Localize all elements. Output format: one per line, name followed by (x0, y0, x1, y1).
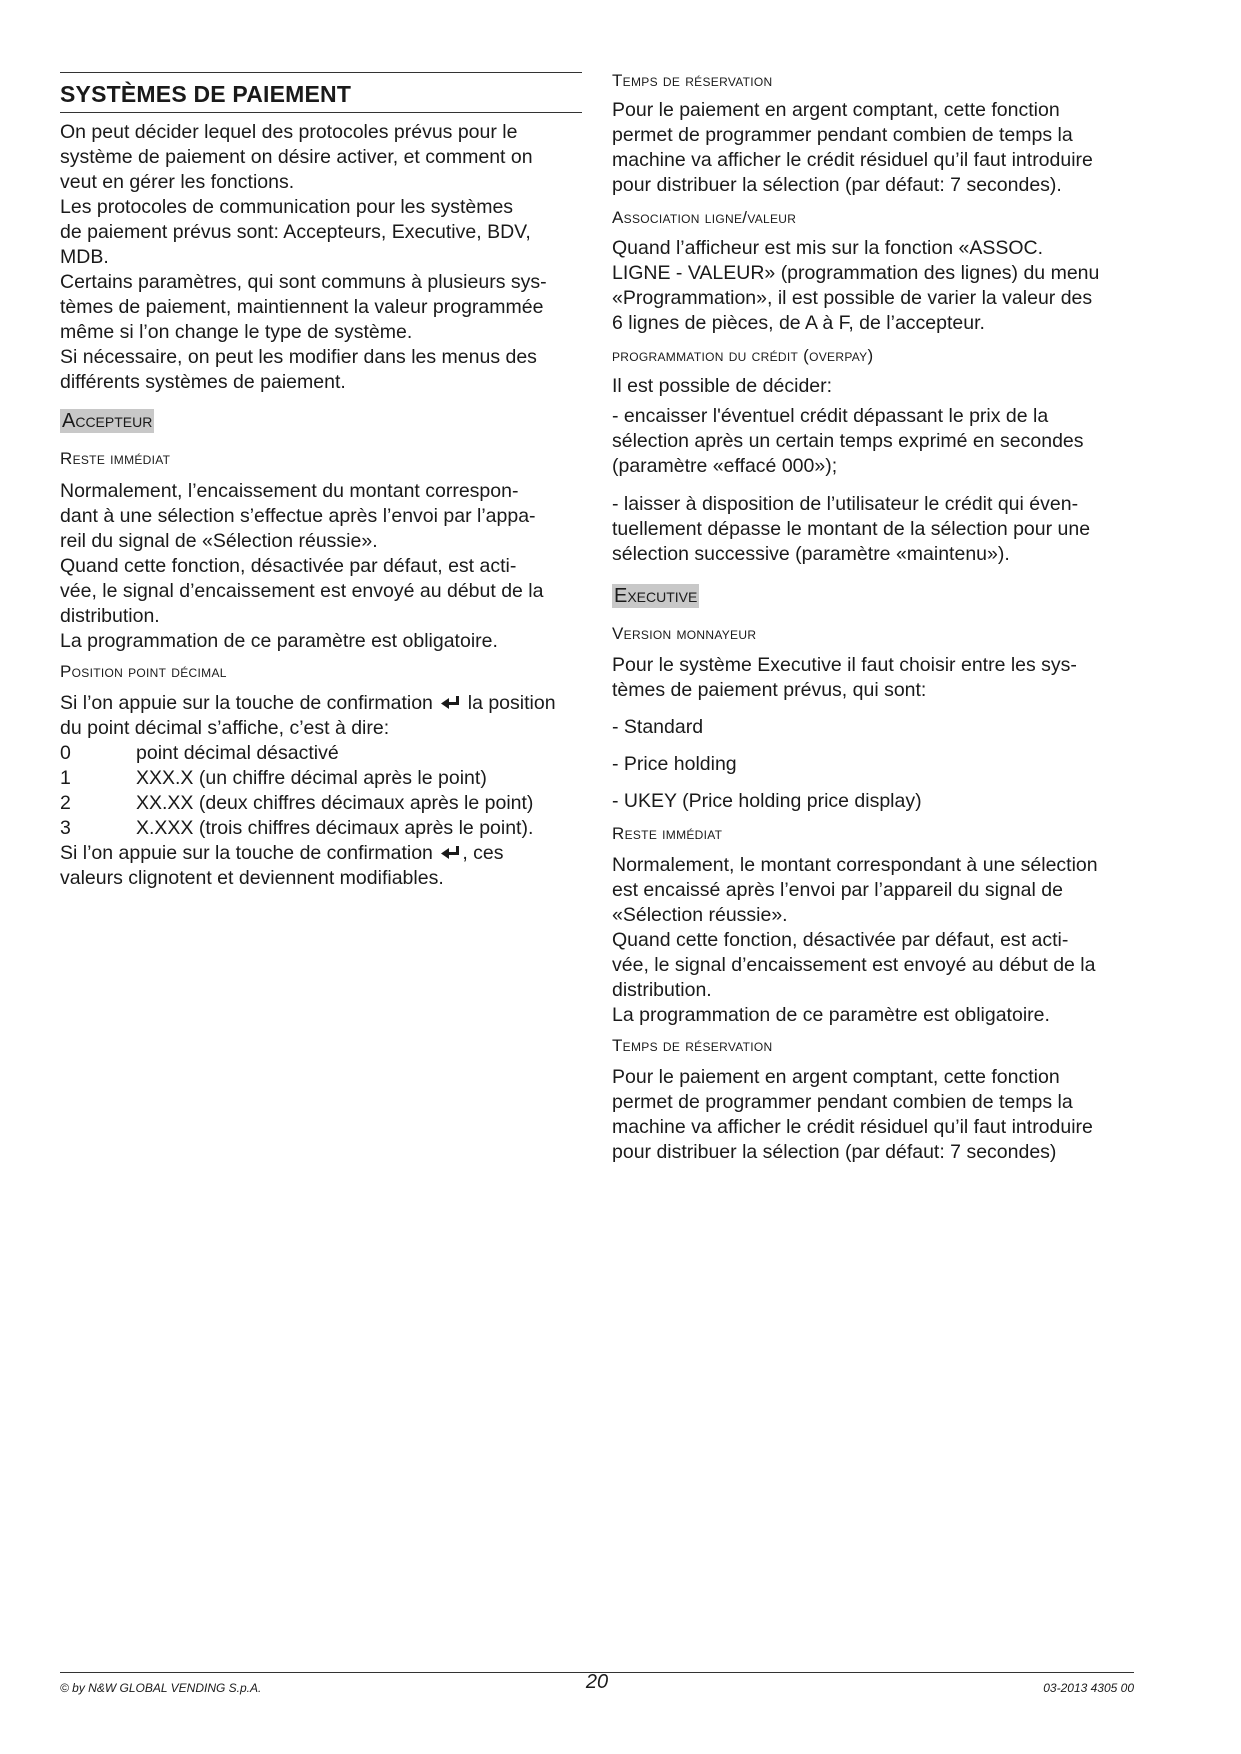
text-line: - laisser à disposition de l’utilisateur le crédit qui éven- (612, 493, 1079, 515)
text-line: de paiement prévus sont: Accepteurs, Executive, BDV, (60, 221, 531, 243)
intro-paragraph (60, 120, 547, 395)
text-line: dant à une sélection s’effectue après l’envoi par l’appa- (60, 505, 536, 527)
text-line: Certains paramètres, qui sont communs à plusieurs sys- (60, 271, 547, 293)
text-line: On peut décider lequel des protocoles prévus pour le (60, 121, 518, 143)
text-line: pour distribuer la sélection (par défaut: 7 secondes). (612, 174, 1062, 196)
version-option: - Price holding (612, 753, 737, 775)
text-line: Quand l’afficheur est mis sur la fonction «ASSOC. (612, 237, 1044, 259)
overpay-heading: programmation du crédit (overpay) (612, 346, 874, 365)
overpay-intro: Il est possible de décider: (612, 375, 833, 397)
decimal-row-number: 3 (60, 817, 71, 839)
decimal-row-text: XXX.X (un chiffre décimal après le point) (136, 767, 487, 789)
temps-reservation-heading: Temps de réservation (612, 1036, 773, 1055)
text-span: , ces (462, 842, 504, 864)
decimal-row (60, 741, 556, 766)
temps-reservation-heading: Temps de réservation (612, 71, 773, 90)
text-line: machine va afficher le crédit résiduel qu’il faut introduire (612, 149, 1093, 171)
text-line: même si l’on change le type de système. (60, 321, 413, 343)
version-monnayeur-heading: Version monnayeur (612, 624, 757, 643)
executive-badge: Executive (614, 585, 698, 607)
text-line: machine va afficher le crédit résiduel qu’il faut introduire (612, 1116, 1093, 1138)
text-line: - encaisser l'éventuel crédit dépassant le prix de la (612, 405, 1049, 427)
decimal-row-text: point décimal désactivé (136, 742, 339, 764)
text-line: Quand cette fonction, désactivée par défaut, est acti- (612, 929, 1069, 951)
text-line: est encaissé après l’envoi par l’appareil du signal de (612, 879, 1063, 901)
text-line: système de paiement on désire activer, et comment on (60, 146, 533, 168)
text-line: (paramètre «effacé 000»); (612, 455, 838, 477)
overpay-bullet (612, 492, 1090, 567)
text-line: sélection après un certain temps exprimé en secondes (612, 430, 1084, 452)
decimal-row (60, 791, 556, 816)
text-line: valeurs clignotent et deviennent modifiables. (60, 867, 444, 889)
text-line: reil du signal de «Sélection réussie». (60, 530, 378, 552)
text-line: Normalement, l’encaissement du montant correspon- (60, 480, 519, 502)
text-line: tèmes de paiement prévus, qui sont: (612, 679, 927, 701)
text-line: vée, le signal d’encaissement est envoyé au début de la (612, 954, 1096, 976)
text-line: 6 lignes de pièces, de A à F, de l’accepteur. (612, 312, 985, 334)
text-line (60, 691, 556, 716)
text-span: Si l’on appuie sur la touche de confirmation (60, 692, 433, 714)
text-line (60, 841, 556, 866)
reste-immediat-heading: Reste immédiat (612, 824, 723, 843)
reste-immediat-heading: Reste immédiat (60, 449, 171, 468)
text-line: Les protocoles de communication pour les systèmes (60, 196, 514, 218)
text-line: distribution. (60, 605, 160, 627)
footer-doc-code: 03-2013 4305 00 (1043, 1681, 1134, 1695)
temps-reservation-paragraph (612, 1065, 1093, 1165)
version-option: - UKEY (Price holding price display) (612, 790, 922, 812)
text-line: Quand cette fonction, désactivée par défaut, est acti- (60, 555, 517, 577)
decimal-row-number: 0 (60, 742, 71, 764)
text-line: La programmation de ce paramètre est obligatoire. (60, 630, 498, 652)
reste-immediat-paragraph (60, 479, 543, 654)
association-paragraph (612, 236, 1099, 336)
decimal-row-number: 2 (60, 792, 71, 814)
text-line: LIGNE - VALEUR» (programmation des lignes) du menu (612, 262, 1100, 284)
text-line: Pour le paiement en argent comptant, cette fonction (612, 1066, 1060, 1088)
accepteur-badge: Accepteur (62, 410, 153, 432)
text-line: «Programmation», il est possible de varier la valeur des (612, 287, 1093, 309)
text-line: veut en gérer les fonctions. (60, 171, 295, 193)
version-paragraph (612, 653, 1077, 703)
text-line: du point décimal s’affiche, c’est à dire: (60, 717, 390, 739)
text-line: tuellement dépasse le montant de la sélection pour une (612, 518, 1091, 540)
text-line: Normalement, le montant correspondant à une sélection (612, 854, 1098, 876)
text-line: permet de programmer pendant combien de temps la (612, 124, 1073, 146)
page-title: SYSTÈMES DE PAIEMENT (60, 81, 352, 107)
footer-copyright: © by N&W GLOBAL VENDING S.p.A. (60, 1681, 262, 1695)
text-line: pour distribuer la sélection (par défaut: 7 secondes) (612, 1141, 1057, 1163)
decimal-row-number: 1 (60, 767, 71, 789)
position-point-decimal-heading: Position point décimal (60, 662, 227, 681)
text-line: sélection successive (paramètre «maintenu»). (612, 543, 1010, 565)
version-option: - Standard (612, 716, 704, 738)
page-number: 20 (585, 1671, 609, 1693)
decimal-row (60, 766, 556, 791)
text-line: La programmation de ce paramètre est obligatoire. (612, 1004, 1050, 1026)
text-line: vée, le signal d’encaissement est envoyé au début de la (60, 580, 544, 602)
text-line: différents systèmes de paiement. (60, 371, 346, 393)
section-title-block (60, 72, 582, 113)
text-line: permet de programmer pendant combien de temps la (612, 1091, 1073, 1113)
association-ligne-valeur-heading: Association ligne/valeur (612, 208, 797, 227)
decimal-row-text: X.XXX (trois chiffres décimaux après le point). (136, 817, 534, 839)
text-line: Si nécessaire, on peut les modifier dans les menus des (60, 346, 537, 368)
text-line: Pour le paiement en argent comptant, cette fonction (612, 99, 1060, 121)
text-line: «Sélection réussie». (612, 904, 788, 926)
enter-key-icon (440, 845, 460, 861)
enter-key-icon (440, 695, 460, 711)
temps-reservation-paragraph (612, 98, 1093, 198)
text-span: Si l’on appuie sur la touche de confirmation (60, 842, 433, 864)
decimal-row-text: XX.XX (deux chiffres décimaux après le point) (136, 792, 534, 814)
text-line: distribution. (612, 979, 712, 1001)
reste-immediat-paragraph (612, 853, 1098, 1028)
text-span: la position (467, 692, 556, 714)
text-line: tèmes de paiement, maintiennent la valeur programmée (60, 296, 544, 318)
position-paragraph (60, 691, 556, 891)
decimal-row (60, 816, 556, 841)
text-line: MDB. (60, 246, 109, 268)
overpay-bullet (612, 404, 1084, 479)
text-line: Pour le système Executive il faut choisir entre les sys- (612, 654, 1077, 676)
